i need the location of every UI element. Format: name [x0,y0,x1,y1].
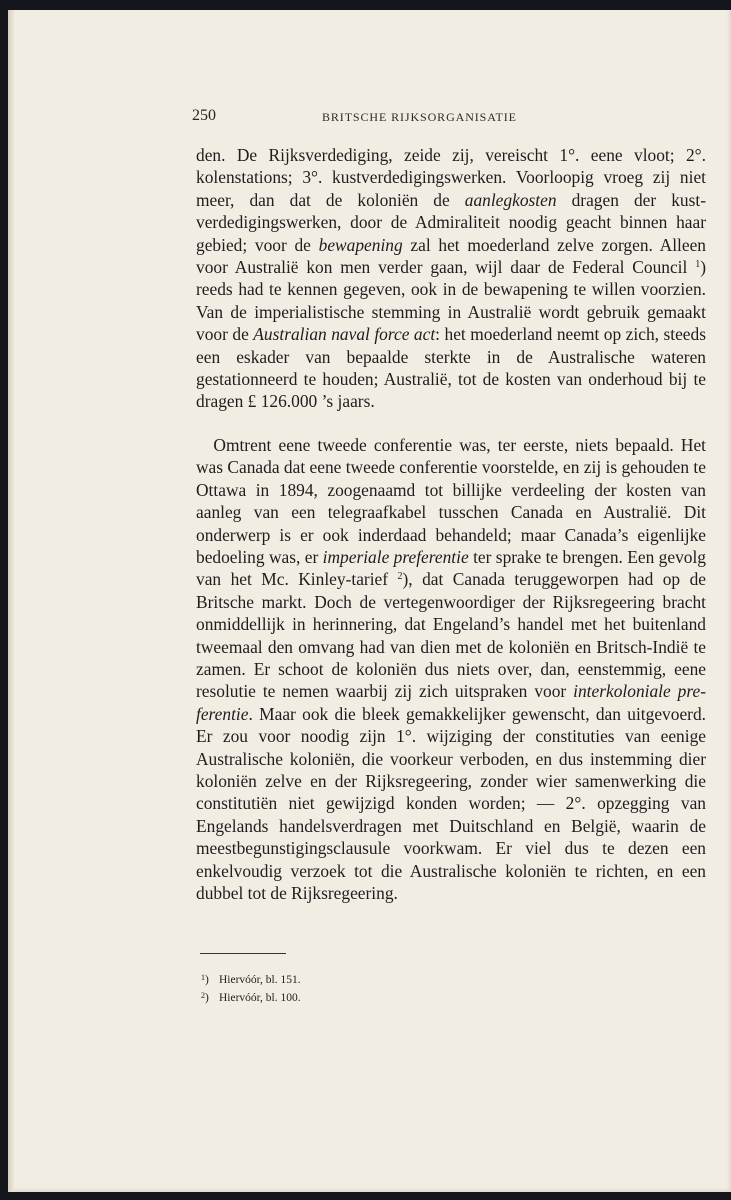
italic-term: aanlegkosten [464,189,557,210]
text-run: Omtrent eene tweede conferentie was, ter eerste, niets bepaald. Het was Canada dat eene tweede conferentie voorstelde, en zij is gehouden te Ottawa in 1894, zoogenaamd tot billijke verdeeling der kosten van aanleg van een telegraafkabel tusschen Canada en Australië. Dit onderwerp is er ook inderdaad behandeld; maar Canada’s eigenlijke bedoeling was, er [196,434,706,567]
text-run: ter sprake te brengen. Een gevolg van het Mc. Kinley-tarief [196,546,706,590]
italic-term: Australian naval force act [253,324,436,345]
footnotes [201,970,301,1006]
footnote-reference: 1 [695,259,701,271]
footnote-rule [200,953,286,954]
running-title: BRITSCHE RIJKSORGANISATIE [322,110,517,124]
footnote-text: Hiervóór, bl. 100. [219,992,301,1004]
footnote-marker: $^2$) [201,991,209,1004]
text-run: den. De Rijksverdediging, zeide zij, vereischt 1°. eene vloot; 2°. kolenstations; 3°. kustverdedigingswerken. Voorloopig vroeg zij niet meer, dan dat de koloniën de [196,145,706,210]
italic-term: bewapening [318,234,403,255]
paragraph-2 [196,434,706,905]
text-run: zal het moederland zelve zorgen. Alleen voor Australië kon men verder gaan, wijl daar de Federal Council [196,234,706,278]
footnote-reference: 2 [397,571,403,583]
text-run: dragen der kustverdedigingswerken, door de Admiraliteit noodig geacht binnen haar gebied; voor de [196,189,706,255]
footnote [201,988,301,1006]
italic-term: interkoloniale preferentie [196,681,706,724]
page-number: 250 [192,107,216,124]
text-run: : het moederland neemt op zich, steeds een eskader van bepaalde sterkte in de Australische wateren gestationneerd te houden; Australië, tot de kosten van onderhoud bij te dragen £ 126.000 ’s jaars. [196,324,706,412]
footnote-marker: $^1$) [201,973,209,986]
text-run: ) reeds had te kennen gegeven, ook in de bewapening te willen voorzien. Van de imperialistische stemming in Australië wordt gebruik gemaakt voor de [196,257,706,345]
text-run: ), dat Canada teruggeworpen had op de Britsche markt. Doch de vertegenwoordiger der Rijksregeering bracht onmiddellijk in herinnering, dat Engeland’s handel met het buitenland tweemaal den omvang had van dien met de koloniën en Britsch-Indië te zamen. Er schoot de koloniën dus niets over, dan, eenstemmig, eene resolutie te nemen waarbij zij zich uitspraken voor [196,569,706,702]
book-page [8,10,731,1192]
footnote-text: Hiervóór, bl. 151. [219,974,301,986]
italic-term: imperiale preferentie [322,546,469,567]
paragraph-1 [196,144,706,413]
page-header [192,107,710,129]
body-text [196,144,706,904]
text-run: . Maar ook die bleek gemakkelijker gewenscht, dan uitgevoerd. Er zou voor noodig zijn 1°. wijziging der constituties van eenige Australische koloniën, die voorkeur verboden, en dus instemming dier koloniën zelve en der Rijksregeering, zonder wier samenwerking die constitutiën niet gewijzigd konden worden; — 2°. opzegging van Engelands handelsverdragen met Duitschland en België, waarin de meestbegunstigingsclausule voorkwam. Er viel dus te dezen een enkelvoudig verzoek tot die Australische koloniën te richten, en een dubbel tot de Rijksregeering. [196,703,706,903]
footnote [201,970,301,988]
